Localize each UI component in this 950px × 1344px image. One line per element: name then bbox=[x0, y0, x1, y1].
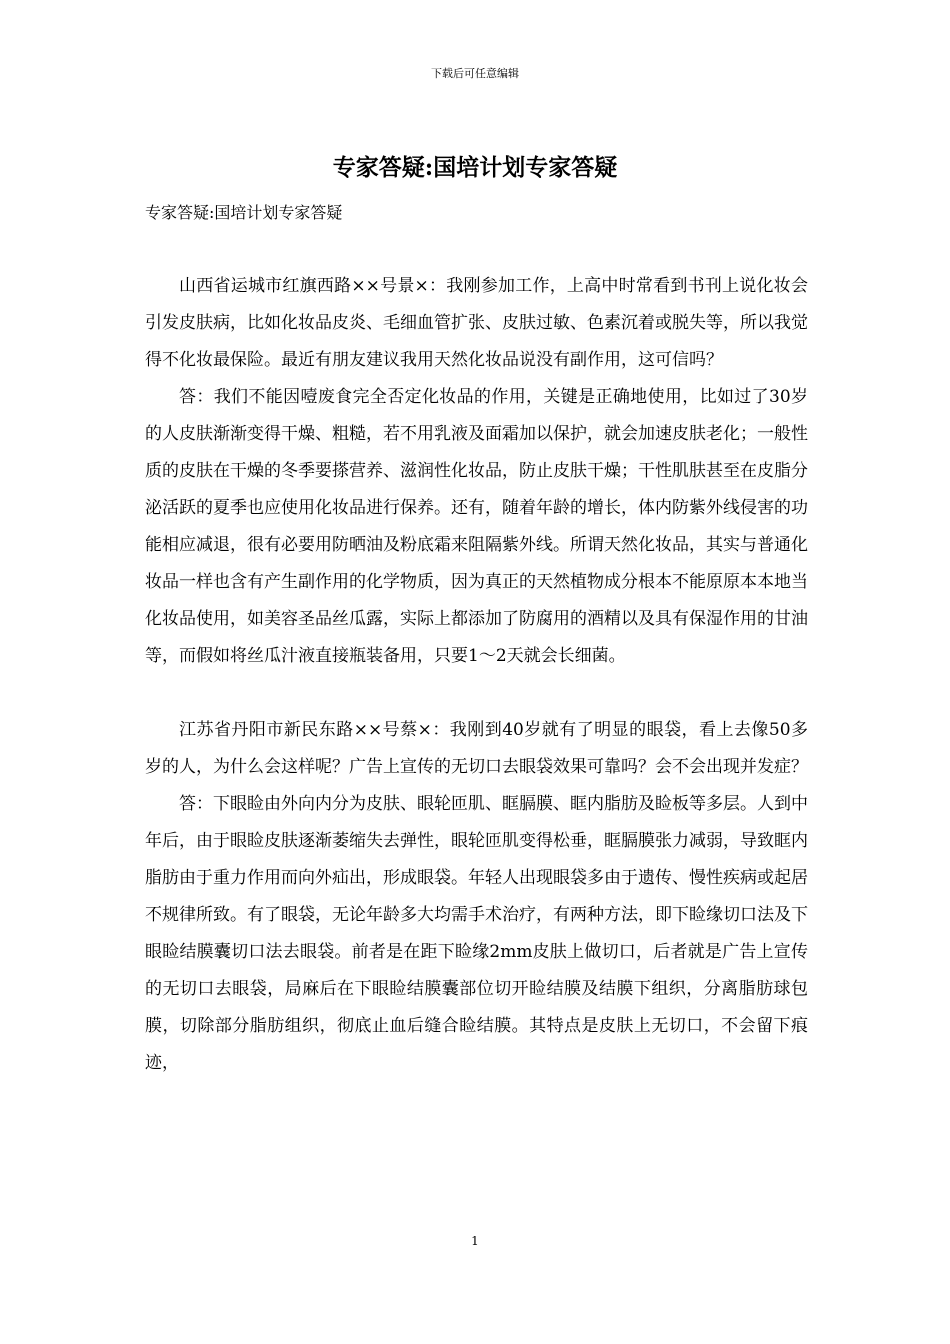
page-number: 1 bbox=[471, 1234, 479, 1248]
page-header-note: 下载后可任意编辑 bbox=[431, 67, 519, 80]
document-body bbox=[145, 268, 808, 1082]
document-title: 专家答疑:国培计划专家答疑 bbox=[332, 154, 618, 181]
answer-paragraph-2: 答：下眼睑由外向内分为皮肤、眼轮匝肌、眶膈膜、眶内脂肪及睑板等多层。人到中年后，由于眼睑皮肤逐渐萎缩失去弹性，眼轮匝肌变得松垂，眶膈膜张力减弱，导致眶内脂肪由于重力作用而向外疝出，形成眼袋。年轻人出现眼袋多由于遗传、慢性疾病或起居不规律所致。有了眼袋，无论年龄多大均需手术治疗，有两种方法，即下睑缘切口法及下眼睑结膜囊切口法去眼袋。前者是在距下睑缘2mm皮肤上做切口，后者就是广告上宣传的无切口去眼袋，局麻后在下眼睑结膜囊部位切开睑结膜及结膜下组织，分离脂肪球包膜，切除部分脂肪组织，彻底止血后缝合睑结膜。其特点是皮肤上无切口，不会留下痕迹， bbox=[145, 794, 808, 1073]
question-paragraph-2: 江苏省丹阳市新民东路××号蔡×：我刚到40岁就有了明显的眼袋，看上去像50多岁的人，为什么会这样呢？广告上宣传的无切口去眼袋效果可靠吗？会不会出现并发症？ bbox=[145, 720, 808, 777]
question-paragraph-1: 山西省运城市红旗西路××号景×：我刚参加工作，上高中时常看到书刊上说化妆会引发皮肤病，比如化妆品皮炎、毛细血管扩张、皮肤过敏、色素沉着或脱失等，所以我觉得不化妆最保险。最近有朋友建议我用天然化妆品说没有副作用，这可信吗？ bbox=[145, 276, 808, 370]
answer-paragraph-1: 答：我们不能因噎废食完全否定化妆品的作用，关键是正确地使用，比如过了30岁的人皮肤渐渐变得干燥、粗糙，若不用乳液及面霜加以保护，就会加速皮肤老化；一般性质的皮肤在干燥的冬季要搽营养、滋润性化妆品，防止皮肤干燥；干性肌肤甚至在皮脂分泌活跃的夏季也应使用化妆品进行保养。还有，随着年龄的增长，体内防紫外线侵害的功能相应减退，很有必要用防晒油及粉底霜来阻隔紫外线。所谓天然化妆品，其实与普通化妆品一样也含有产生副作用的化学物质，因为真正的天然植物成分根本不能原原本本地当化妆品使用，如美容圣品丝瓜露，实际上都添加了防腐用的酒精以及具有保湿作用的甘油等，而假如将丝瓜汁液直接瓶装备用，只要1～2天就会长细菌。 bbox=[145, 387, 808, 666]
document-subtitle: 专家答疑:国培计划专家答疑 bbox=[145, 203, 343, 222]
